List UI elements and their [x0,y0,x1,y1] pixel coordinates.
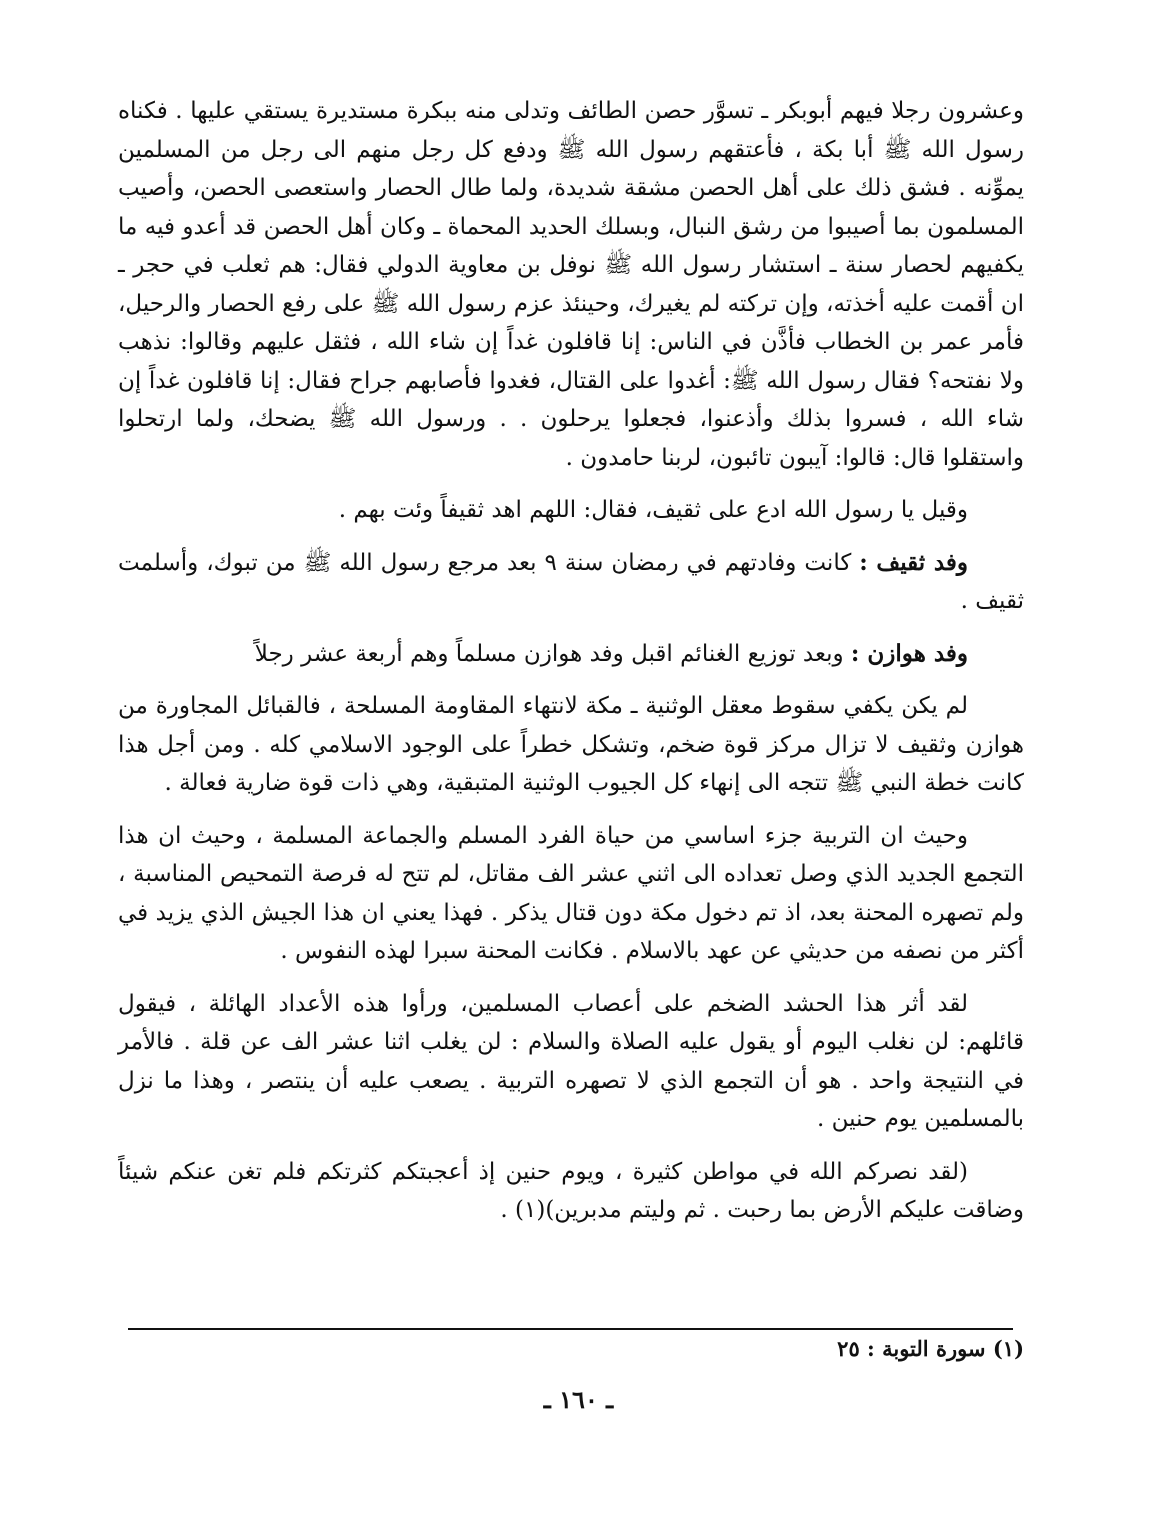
paragraph-text: وقيل يا رسول الله ادع على ثقيف، فقال: اللهم اهد ثقيفاً وئت بهم . [338,497,968,523]
paragraph-text: لقد أثر هذا الحشد الضخم على أعصاب المسلمين، ورأوا هذه الأعداد الهائلة ، فيقول قائلهم: لن نغلب اليوم أو يقول عليه الصلاة والسلام : لن يغلب اثنا عشر الف عن قلة . فالأمر في النتيجة واحد . هو أن التجمع الذي لا تصهره التربية . يصعب عليه أن ينتصر ، وهذا ما نزل بالمسلمين يوم حنين . [118,990,1024,1132]
paragraph-text: وعشرون رجلا فيهم أبوبكر ـ تسوَّر حصن الطائف وتدلى منه ببكرة مستديرة يستقي عليها . فكناه رسول الله ﷺ أبا بكة ، فأعتقهم رسول الله ﷺ ودفع كل رجل منهم الى رجل من المسلمين يموِّنه . فشق ذلك على أهل الحصن مشقة شديدة، ولما طال الحصار واستعصى الحصن، وأصيب المسلمون بما أصيبوا من رشق النبال، وبسلك الحديد المحماة ـ وكان أهل الحصن قد أعدو فيه ما يكفيهم لحصار سنة ـ استشار رسول الله ﷺ نوفل بن معاوية الدولي فقال: هم ثعلب في حجر ـ ان أقمت عليه أخذته، وإن تركته لم يغيرك، وحينئذ عزم رسول الله ﷺ على رفع الحصار والرحيل، فأمر عمر بن الخطاب فأذَّن في الناس: إنا قافلون غداً إن شاء الله ، فثقل عليهم وقالوا: نذهب ولا نفتحه؟ فقال رسول الله ﷺ: أغدوا على القتال، فغدوا فأصابهم جراح فقال: إنا قافلون غداً إن شاء الله ، فسروا بذلك وأذعنوا، فجعلوا يرحلون . . ورسول الله ﷺ يضحك، ولما ارتحلوا واستقلوا قال: قالوا: آيبون تائبون، لربنا حامدون . [118,98,1024,471]
paragraph-mecca-fall [118,687,1024,803]
footnote: (١) سورة التوبة : ٢٥ [837,1336,1024,1361]
paragraph-taif-siege [118,92,1024,477]
paragraph-education [118,817,1024,971]
paragraph-thaqif-prayer [118,491,1024,530]
paragraph-text: وحيث ان التربية جزء اساسي من حياة الفرد المسلم والجماعة المسلمة ، وحيث ان هذا التجمع الجديد الذي وصل تعداده الى اثني عشر الف مقاتل، لم تتح له فرصة التمحيص المناسبة ، ولم تصهره المحنة بعد، اذ تم دخول مكة دون قتال يذكر . فهذا يعني ان هذا الجيش الذي يزيد في أكثر من نصفه من حديثي عن عهد بالاسلام . فكانت المحنة سبرا لهذه النفوس . [118,822,1024,964]
paragraph-hunayn [118,985,1024,1139]
paragraph-quran-quote [118,1153,1024,1230]
paragraph-lead: وفد هوازن : [850,639,968,667]
paragraph-text: وبعد توزيع الغنائم اقبل وفد هوازن مسلماً وهم أربعة عشر رجلاً [254,640,851,667]
paragraph-thaqif-delegation [118,544,1024,621]
page-number: ـ ١٦٠ ـ [543,1385,614,1414]
paragraph-text: كانت وفادتهم في رمضان سنة ٩ بعد مرجع رسول الله ﷺ من تبوك، وأسلمت ثقيف . [118,549,1024,614]
footnote-divider [128,1328,1013,1330]
paragraph-text: (لقد نصركم الله في مواطن كثيرة ، ويوم حنين إذ أعجبتكم كثرتكم فلم تغن عنكم شيئاً وضاقت عليكم الأرض بما رحبت . ثم وليتم مدبرين)(١) . [118,1158,1024,1223]
paragraph-text: لم يكن يكفي سقوط معقل الوثنية ـ مكة لانتهاء المقاومة المسلحة ، فالقبائل المجاورة من هوازن وثقيف لا تزال مركز قوة ضخم، وتشكل خطراً على الوجود الاسلامي كله . ومن أجل هذا كانت خطة النبي ﷺ تتجه الى إنهاء كل الجيوب الوثنية المتبقية، وهي ذات قوة ضارية فعالة . [118,693,1024,796]
paragraph-hawazin-delegation [118,635,1024,674]
paragraph-lead: وفد ثقيف : [859,548,969,576]
